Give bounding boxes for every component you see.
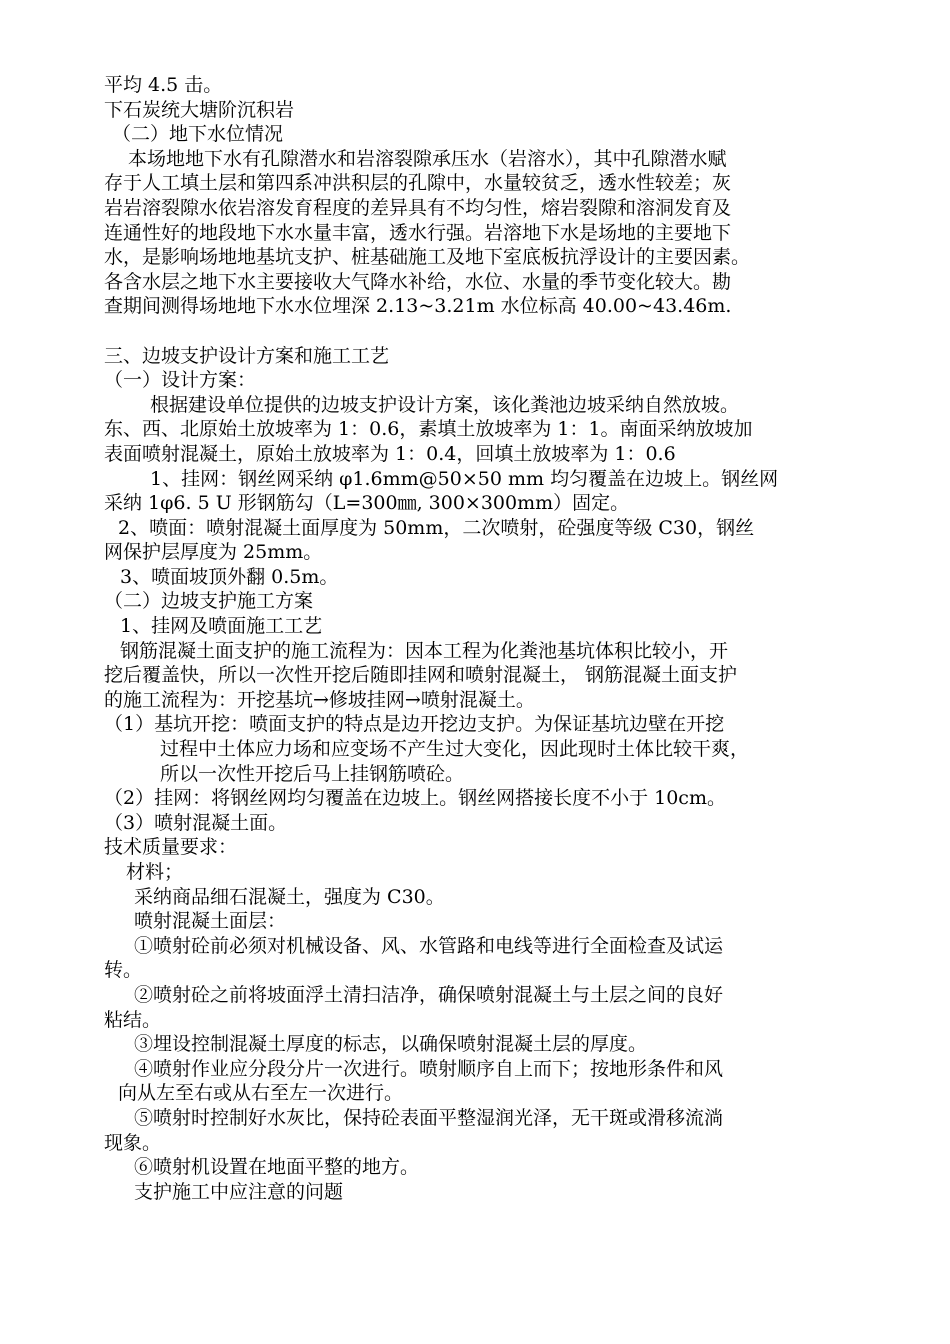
text-line: 表面喷射混凝土，原始土放坡率为 1：0.4，回填土放坡率为 1：0.6 — [104, 442, 676, 465]
text-line: 采纳商品细石混凝土，强度为 C30。 — [134, 885, 445, 908]
text-line: 本场地地下水有孔隙潜水和岩溶裂隙承压水（岩溶水），其中孔隙潜水赋 — [128, 147, 727, 170]
list-item: （1）基坑开挖：喷面支护的特点是边开挖边支护。为保证基坑边壁在开挖 — [104, 713, 725, 736]
text-line: 钢筋混凝土面支护的施工流程为：因本工程为化粪池基坑体积比较小，开 — [120, 639, 729, 662]
text-line: 平均 4.5 击。 — [104, 74, 223, 96]
subsection-heading: 1、挂网及喷面施工工艺 — [120, 615, 323, 638]
list-item: （3）喷射混凝土面。 — [104, 811, 288, 834]
section-heading: （一）设计方案： — [104, 369, 257, 392]
blank-line — [104, 319, 848, 344]
list-item: （2）挂网：将钢丝网均匀覆盖在边坡上。钢丝网搭接长度不小于 10cm。 — [104, 787, 726, 810]
text-line: 转。 — [104, 959, 143, 982]
text-line: 下石炭统大塘阶沉积岩 — [104, 98, 295, 121]
text-line: 查期间测得场地地下水水位埋深 2.13~3.21m 水位标高 40.00~43.46m. — [104, 295, 732, 318]
text-line: 根据建设单位提供的边坡支护设计方案，该化粪池边坡采纳自然放坡。 — [150, 393, 740, 416]
text-line: ④喷射作业应分段分片一次进行。喷射顺序自上而下；按地形条件和风 — [134, 1057, 724, 1080]
text-line: 连通性好的地段地下水水量丰富，透水行强。岩溶地下水是场地的主要地下 — [104, 221, 732, 244]
text-line: 各含水层之地下水主要接收大气降水补给，水位、水量的季节变化较大。勘 — [104, 270, 732, 293]
list-item-continuation: 过程中土体应力场和应变场不产生过大变化，因此现时土体比较干爽， — [160, 738, 750, 761]
text-line: 岩岩溶裂隙水依岩溶发育程度的差异具有不均匀性，熔岩裂隙和溶洞发育及 — [104, 196, 732, 219]
section-heading: （二）地下水位情况 — [112, 123, 284, 146]
document-body — [104, 73, 848, 1204]
text-line: 支护施工中应注意的问题 — [134, 1180, 344, 1203]
text-line: 存于人工填土层和第四系冲洪积层的孔隙中，水量较贫乏，透水性较差；灰 — [104, 172, 732, 195]
text-line: 1、挂网：钢丝网采纳 φ1.6mm@50×50 mm 均匀覆盖在边坡上。钢丝网 — [150, 467, 779, 490]
text-line: 网保护层厚度为 25mm。 — [104, 541, 323, 564]
text-line: ②喷射砼之前将坡面浮土清扫洁净，确保喷射混凝土与土层之间的良好 — [134, 983, 724, 1006]
text-line: ①喷射砼前必须对机械设备、风、水管路和电线等进行全面检查及试运 — [134, 934, 724, 957]
text-line: 材料； — [126, 861, 184, 883]
text-line: 现象。 — [104, 1131, 162, 1154]
section-heading: （二）边坡支护施工方案 — [104, 590, 314, 613]
text-line: 喷射混凝土面层： — [134, 910, 287, 933]
text-line: 向从左至右或从右至左一次进行。 — [118, 1082, 404, 1105]
text-line: ③埋设控制混凝土厚度的标志，以确保喷射混凝土层的厚度。 — [134, 1033, 648, 1056]
text-line: 的施工流程为：开挖基坑→修坡挂网→喷射混凝土。 — [104, 688, 535, 711]
chapter-heading: 三、边坡支护设计方案和施工工艺 — [104, 344, 390, 367]
text-line: 粘结。 — [104, 1008, 162, 1031]
text-line: 东、西、北原始土放坡率为 1：0.6，素填土放坡率为 1：1。南面采纳放坡加 — [104, 418, 753, 441]
text-line: 3、喷面坡顶外翻 0.5m。 — [120, 565, 339, 588]
list-item-continuation: 所以一次性开挖后马上挂钢筋喷砼。 — [160, 762, 465, 785]
text-line: 水，是影响场地地基坑支护、桩基础施工及地下室底板抗浮设计的主要因素。 — [104, 246, 751, 269]
text-line: 采纳 1φ6. 5 U 形钢筋勾（L=300㎜, 300×300mm）固定。 — [104, 492, 630, 515]
text-line: 2、喷面：喷射混凝土面厚度为 50mm，二次喷射，砼强度等级 C30，钢丝 — [118, 516, 755, 539]
text-line: 挖后覆盖快，所以一次性开挖后随即挂网和喷射混凝土， 钢筋混凝土面支护 — [104, 664, 738, 687]
subsection-heading: 技术质量要求： — [104, 836, 238, 859]
text-line: ⑥喷射机设置在地面平整的地方。 — [134, 1156, 420, 1179]
text-line: ⑤喷射时控制好水灰比，保持砼表面平整湿润光泽，无干斑或滑移流淌 — [134, 1106, 724, 1129]
